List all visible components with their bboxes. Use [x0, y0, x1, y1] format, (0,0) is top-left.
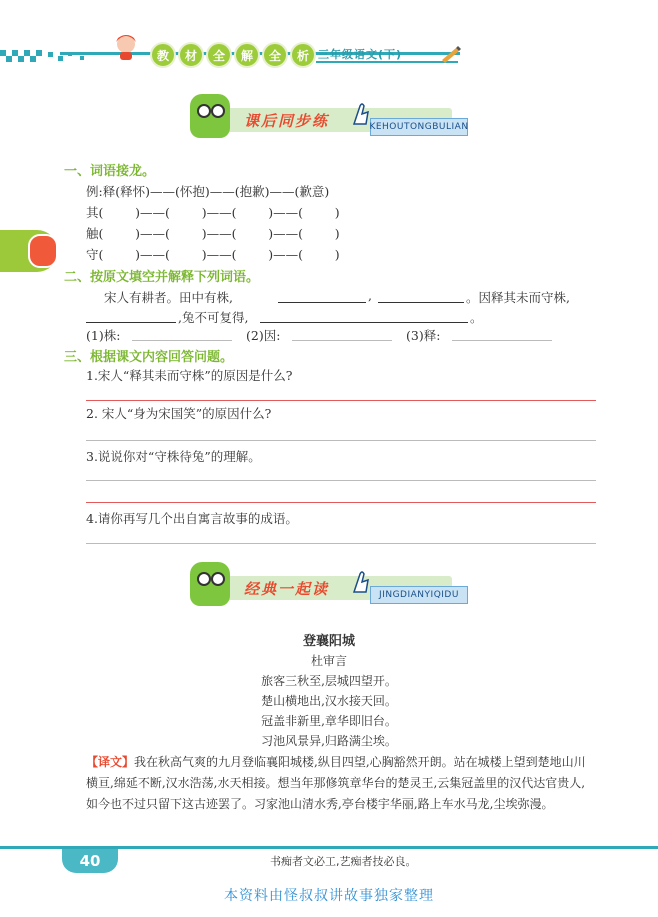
- wordchain-row-qi: 其( )——( )——( )——( ): [86, 205, 340, 220]
- poem-title: 登襄阳城: [302, 634, 355, 649]
- series-char-1: 教: [150, 42, 176, 68]
- poem-line-4: 习池风景异,归路满尘埃。: [261, 734, 397, 748]
- poem-line-3: 冠盖非新里,章华即旧台。: [261, 714, 397, 728]
- answer-line-2[interactable]: [86, 440, 596, 441]
- passage-line2-mid: ,兔不可复得,: [178, 310, 249, 325]
- monster-eye-left: [197, 572, 211, 586]
- hand-pointer-icon: [350, 570, 372, 596]
- answer-line-3a[interactable]: [86, 480, 596, 481]
- explain-q3-label: (3)释:: [406, 328, 441, 343]
- translation-text: 我在秋高气爽的九月登临襄阳城楼,纵目四望,心胸豁然开朗。站在城楼上望到楚地山川横亘,绵延不断,汉水浩荡,水天相接。想当年那修筑章华台的楚灵王,云集冠盖里的汉代达官贵人,如今也不过只留下这古迹罢了。习家池山清水秀,亭台楼宇华丽,路上车水马龙,尘埃弥漫。: [86, 755, 586, 811]
- explain-q1-label: (1)株:: [86, 328, 121, 343]
- translation-tag: 【译文】: [86, 755, 135, 769]
- explain-q1-line[interactable]: [132, 340, 232, 341]
- banner-title: 课后同步练: [244, 112, 330, 130]
- wordchain-row-shou: 守( )——( )——( )——( ): [86, 247, 340, 262]
- translation-paragraph: [86, 752, 596, 815]
- answer-line-3b[interactable]: [86, 502, 596, 503]
- poem-line-2: 楚山横地出,汉水接天回。: [261, 694, 397, 708]
- passage-line1-start: 宋人有耕者。田中有株,: [104, 290, 233, 305]
- explain-q3-line[interactable]: [452, 340, 552, 341]
- series-char-6: 析: [290, 42, 316, 68]
- banner-title: 经典一起读: [244, 580, 330, 598]
- series-char-2: 材: [178, 42, 204, 68]
- section-banner-practice: [186, 94, 470, 142]
- question-1: 1.宋人“释其耒而守株”的原因是什么?: [86, 368, 293, 383]
- question-4: 4.请你再写几个出自寓言故事的成语。: [86, 511, 298, 526]
- explain-q2-label: (2)因:: [246, 328, 281, 343]
- grade-underline: [316, 61, 458, 63]
- section2-heading: 二、按原文填空并解释下列词语。: [64, 270, 260, 285]
- question-3: 3.说说你对“守株待兔”的理解。: [86, 449, 261, 464]
- series-char-3: 全: [206, 42, 232, 68]
- monster-eye-left: [197, 104, 211, 118]
- pencil-icon: [440, 44, 462, 64]
- watermark-text: 本资料由怪叔叔讲故事独家整理: [224, 888, 434, 904]
- banner-pinyin: JINGDIANYIQIDU: [370, 586, 468, 604]
- blank-2[interactable]: [378, 302, 464, 303]
- blank-1[interactable]: [278, 302, 366, 303]
- green-monster-icon: [190, 562, 230, 606]
- girl-mascot-icon: [108, 30, 144, 62]
- answer-line-4[interactable]: [86, 543, 596, 544]
- poem-author: 杜审言: [310, 654, 347, 668]
- section-banner-reading: [186, 562, 470, 610]
- explain-q2-line[interactable]: [292, 340, 392, 341]
- series-char-4: 解: [234, 42, 260, 68]
- passage-line1-comma: ,: [368, 288, 372, 303]
- wordchain-row-chu: 触( )——( )——( )——( ): [86, 226, 340, 241]
- grade-label: 三年级语文(下): [318, 48, 403, 61]
- section3-heading: 三、根据课文内容回答问题。: [64, 350, 234, 365]
- answer-line-1[interactable]: [86, 400, 596, 401]
- blank-3[interactable]: [86, 322, 176, 323]
- wordchain-example: 例:释(释怀)——(怀抱)——(抱歉)——(歉意): [86, 184, 330, 199]
- footer-motto: 书痴者文必工,艺痴者技必良。: [270, 855, 417, 868]
- blank-4[interactable]: [260, 322, 468, 323]
- passage-line1-end: 。因释其未而守株,: [466, 290, 570, 305]
- section1-heading: 一、词语接龙。: [64, 164, 156, 179]
- series-char-5: 全: [262, 42, 288, 68]
- monster-eye-right: [211, 572, 225, 586]
- passage-line2-end: 。: [470, 310, 483, 325]
- green-monster-icon: [190, 94, 230, 138]
- poem-line-1: 旅客三秋至,层城四望开。: [261, 674, 397, 688]
- page-number: 40: [62, 849, 118, 873]
- question-2: 2. 宋人“身为宋国笑”的原因什么?: [86, 406, 272, 421]
- monster-eye-right: [211, 104, 225, 118]
- banner-pinyin: KEHOUTONGBULIAN: [370, 118, 468, 136]
- side-mascot-icon: [28, 234, 58, 268]
